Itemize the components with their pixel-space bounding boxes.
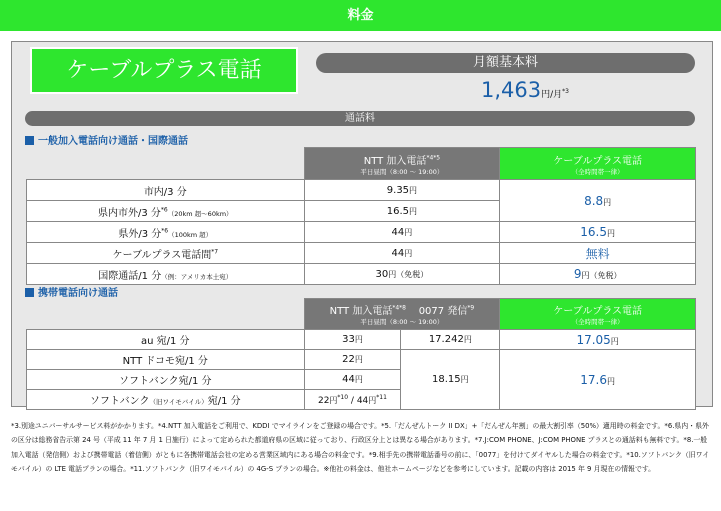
ntt-rate-unit: 円 [354, 335, 363, 344]
ntt-rate-unit: 円 [404, 227, 413, 237]
row-label-detail: （例：アメリカ本土宛） [161, 272, 233, 281]
ntt-rate-cell [304, 222, 500, 243]
cp-rate-value: 17.6 [580, 372, 607, 387]
row-label-text: 県外/3 分 [118, 228, 162, 240]
section-square-icon [25, 136, 34, 145]
ntt-rate-unit: 円 [354, 355, 363, 364]
rate-0077-value: 18.15 [431, 374, 461, 385]
row-label-text: ソフトバンク宛/1 分 [119, 376, 212, 387]
ntt-rate-cell [304, 201, 500, 222]
row-label-text: au 宛/1 分 [140, 336, 190, 347]
row-label-detail: （20km 超～60km） [167, 209, 233, 218]
ntt-rate-value: 22 [317, 395, 330, 406]
landline-rate-table [26, 147, 696, 285]
brand-title: ケーブルプラス電話 [30, 47, 298, 94]
cp-rate-value: 無料 [585, 246, 610, 261]
ntt-rate-value: 22 [342, 354, 355, 365]
ntt-rate-unit: 円 [409, 185, 418, 195]
cp-rate-unit: 円 [606, 229, 615, 238]
row-label-detail: （旧ワイモバイル） [149, 398, 208, 406]
row-label-text: 市内/3 分 [143, 186, 187, 198]
cp-rate-cell [500, 180, 696, 222]
col-ntt-sub: 平日昼間（8:00 ～ 19:00） [360, 167, 444, 176]
cp-rate-value: 8.8 [584, 193, 604, 208]
ntt-rate-note: *10 [337, 393, 349, 401]
page-title: 料金 [347, 8, 374, 23]
col-ntt-sub: 平日昼間（8:00 ～ 19:00） [360, 318, 444, 326]
call-fee-label: 通話料 [25, 111, 695, 126]
row-label-suffix: 宛/1 分 [207, 396, 241, 407]
col-0077-name: 0077 発信 [418, 306, 468, 317]
table-corner [27, 148, 305, 180]
table-row [27, 330, 696, 350]
row-label [27, 370, 305, 390]
rate-0077-value: 17.242 [428, 334, 464, 345]
ntt-rate-value: 44 [391, 226, 405, 238]
col-ntt-note: *4*8 [392, 304, 406, 312]
row-label-text: 国際通話/1 分 [98, 270, 162, 282]
ntt-rate-unit: 円 [329, 395, 338, 405]
cp-rate-unit: 円 [603, 197, 612, 207]
ntt-rate-note-2: *11 [376, 393, 387, 401]
row-label [27, 243, 305, 264]
monthly-fee-label: 月額基本料 [316, 53, 695, 73]
cp-rate-unit: 円 [606, 376, 615, 386]
ntt-rate-value: 16.5 [386, 205, 410, 217]
col-ntt-name: NTT 加入電話 [363, 155, 427, 167]
row-label-text: ケーブルプラス電話間 [112, 249, 212, 261]
ntt-rate-value-2: 44 [356, 395, 369, 406]
rate-0077-unit: 円 [463, 335, 472, 344]
ntt-rate-cell [304, 390, 401, 410]
table-corner [27, 299, 305, 330]
ntt-rate-value: 9.35 [386, 184, 410, 196]
cp-rate-unit: 円 [610, 336, 619, 346]
col-ntt-0077-header [304, 299, 500, 330]
col-cp-header [500, 148, 696, 180]
row-label [27, 222, 305, 243]
mobile-section-label: 携帯電話向け通話 [38, 288, 118, 299]
ntt-rate-cell [304, 243, 500, 264]
monthly-price-note: *3 [562, 88, 569, 95]
row-label-text: NTT ドコモ宛/1 分 [122, 356, 208, 367]
col-ntt-header [304, 148, 500, 180]
table-header-row [27, 299, 696, 330]
cp-rate-cell [500, 330, 696, 350]
table-header-row [27, 148, 696, 180]
ntt-rate-value: 44 [342, 374, 355, 385]
ntt-rate-unit: 円（免税） [388, 269, 429, 279]
col-cp-name: ケーブルプラス電話 [553, 155, 643, 167]
ntt-rate-cell [304, 330, 401, 350]
ntt-rate-cell [304, 264, 500, 285]
cp-rate-value: 17.05 [576, 332, 611, 347]
table-row [27, 243, 696, 264]
landline-section-title [25, 132, 188, 147]
row-label-note: *7 [211, 248, 219, 256]
monthly-price-value: 1,463 [481, 78, 542, 102]
landline-section-label: 一般加入電話向け通話・国際通話 [38, 136, 188, 147]
col-cp-sub: （全時間帯一律） [571, 318, 624, 326]
row-label-text: 県内市外/3 分 [98, 207, 161, 219]
col-cp-sub: （全時間帯一律） [571, 167, 624, 176]
ntt-rate-cell [304, 350, 401, 370]
row-label [27, 350, 305, 370]
monthly-price-unit: 円/月 [541, 90, 563, 100]
col-cp-header [500, 299, 696, 330]
row-label-note: *6 [161, 227, 169, 235]
col-ntt-name: NTT 加入電話 [329, 306, 393, 317]
table-row [27, 222, 696, 243]
cp-rate-value: 16.5 [580, 225, 607, 239]
rate-0077-cell [401, 350, 500, 410]
table-row [27, 180, 696, 201]
cp-rate-value: 9 [573, 267, 582, 281]
ntt-rate-unit: 円 [354, 375, 363, 384]
section-square-icon [25, 288, 34, 297]
ntt-rate-unit: 円 [404, 248, 413, 258]
row-label [27, 330, 305, 350]
cp-rate-cell [500, 264, 696, 285]
ntt-rate-cell [304, 180, 500, 201]
rate-0077-unit: 円 [460, 375, 469, 384]
row-label [27, 201, 305, 222]
table-row [27, 264, 696, 285]
col-cp-name: ケーブルプラス電話 [553, 306, 643, 317]
table-row [27, 350, 696, 370]
col-0077-note: *9 [467, 304, 475, 312]
row-label-text: ソフトバンク [89, 396, 150, 407]
ntt-rate-value: 44 [391, 247, 405, 259]
ntt-rate-value: 33 [342, 334, 355, 345]
ntt-rate-value: 30 [375, 268, 389, 280]
col-ntt-note: *4*5 [426, 154, 441, 162]
ntt-rate-cell [304, 370, 401, 390]
mobile-rate-table [26, 298, 696, 410]
page-header [0, 0, 721, 31]
ntt-rate-separator: / [348, 395, 357, 406]
cp-rate-cell [500, 350, 696, 410]
cp-rate-cell [500, 243, 696, 264]
row-label [27, 180, 305, 201]
cp-rate-unit: 円（免税） [581, 271, 622, 280]
cp-rate-cell [500, 222, 696, 243]
row-label-note: *6 [160, 206, 168, 214]
ntt-rate-unit-2: 円 [368, 395, 377, 405]
mobile-section-title [25, 284, 118, 299]
footnote: *3.別途ユニバーサルサービス料がかかります。*4.NTT 加入電話をご利用で、KDDI でマイラインをご登録の場合です。*5.「だんぜんトーク II DX」+「だんぜん年割」の最大割引率（50%）適用時の料金です。*6.県内・県外の区分は総務省告示第 24 号（平成 11 年 7 月 1 日施行）によって定められた都道府県の区域に従っており、行政区分上とは異なる場合があります。*7.J:COM PHONE、J:COM PHONE プラスとの通話料も無料です。*8.一般加入電話（発信側）および携帯電話（着信側）がともに各携帯電話会社の定める営業区域内にある場合の料金です。*9.相手先の携帯電話番号の前に、「0077」を付けてダイヤルした場合の料金です。*10.ソフトバンク（旧ワイモバイル）の LTE 電話プランの場合。*11.ソフトバンク（旧ワイモバイル）の 4G-S プランの場合。※他社の料金は、他社ホームページなどを参考にしています。記載の内容は 2015 年 9 月現在の情報です。 [11, 422, 710, 473]
row-label [27, 390, 305, 410]
row-label [27, 264, 305, 285]
monthly-fee-price [481, 78, 569, 102]
row-label-detail: （100km 超） [168, 230, 213, 239]
rate-0077-cell [401, 330, 500, 350]
ntt-rate-unit: 円 [409, 206, 418, 216]
